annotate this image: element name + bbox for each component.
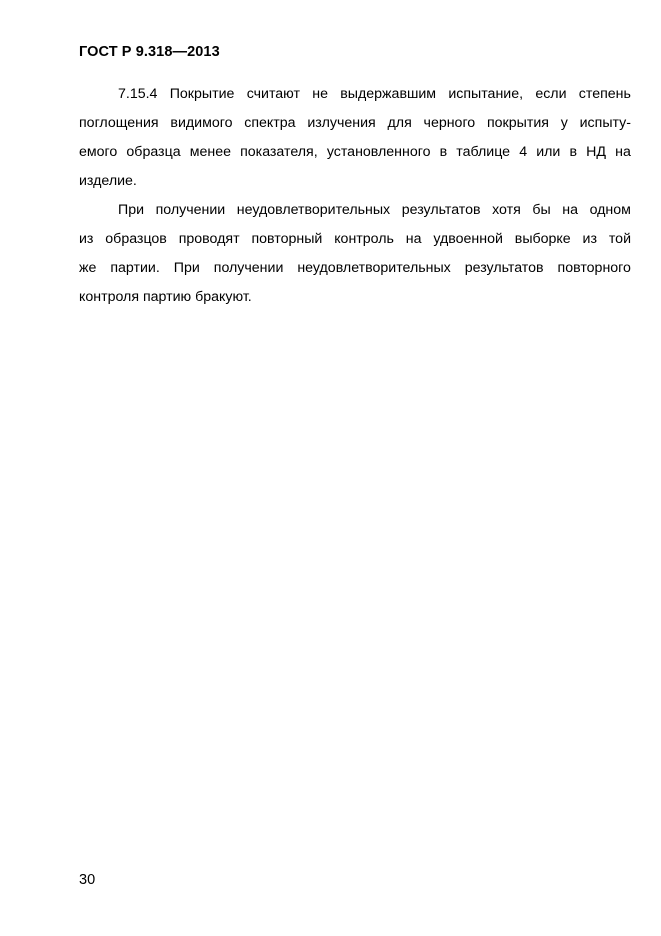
- paragraph-line: емого образца менее показателя, установленного в таблице 4 или в НД на: [79, 144, 631, 160]
- paragraph-repeat-control: [79, 196, 631, 312]
- paragraph-line-last: изделие.: [79, 173, 137, 189]
- paragraph-line: При получении неудовлетворительных результатов хотя бы на одном: [118, 202, 631, 218]
- paragraph-line: из образцов проводят повторный контроль на удвоенной выборке из той: [79, 231, 631, 247]
- document-body: [79, 80, 631, 312]
- paragraph-line: же партии. При получении неудовлетворительных результатов повторного: [79, 260, 631, 276]
- document-header: ГОСТ Р 9.318—2013: [79, 44, 220, 60]
- paragraph-7-15-4: [79, 80, 631, 196]
- paragraph-line-last: контроля партию бракуют.: [79, 289, 252, 305]
- page-number: 30: [79, 872, 96, 888]
- paragraph-line: 7.15.4 Покрытие считают не выдержавшим испытание, если степень: [118, 86, 631, 102]
- paragraph-line: поглощения видимого спектра излучения для черного покрытия у испыту-: [79, 115, 631, 131]
